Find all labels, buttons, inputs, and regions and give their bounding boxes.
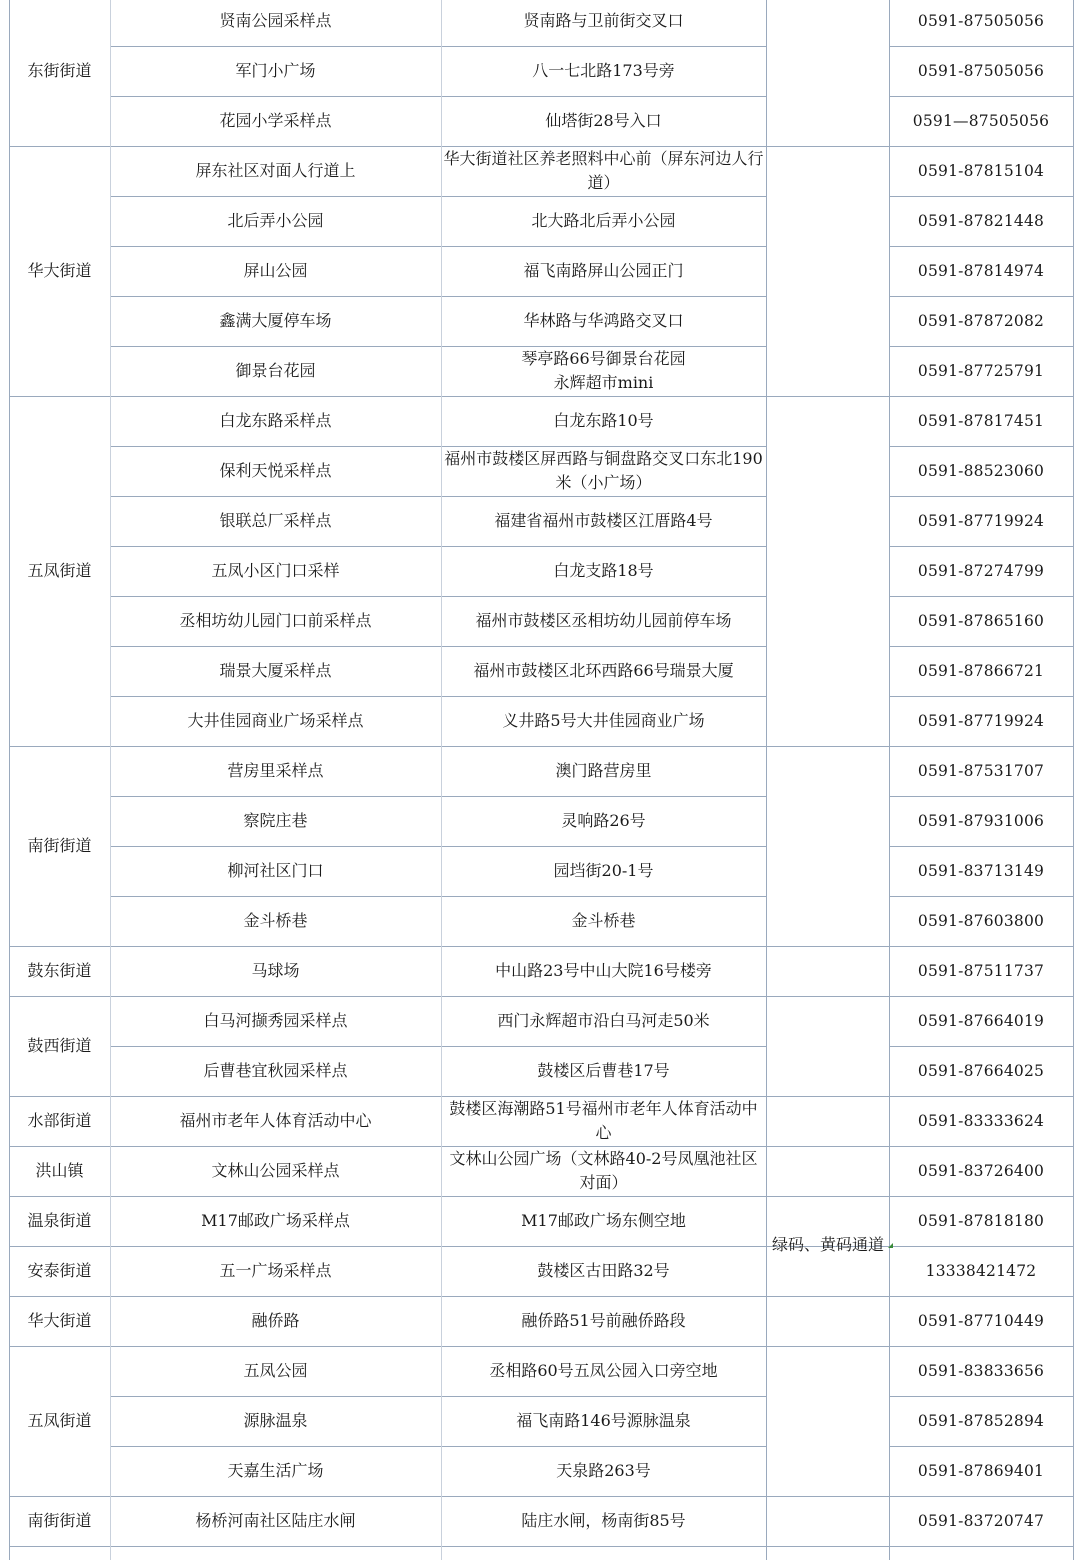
row-border bbox=[889, 496, 1073, 497]
row-border bbox=[110, 1046, 766, 1047]
column-border bbox=[441, 0, 442, 1560]
column-border bbox=[1073, 0, 1074, 1560]
phone-cell: 0591-87814974 bbox=[917, 262, 1045, 280]
street-name-cell: 洪山镇 bbox=[35, 1161, 84, 1180]
phone-cell: 0591-87815104 bbox=[917, 162, 1045, 180]
site-name-cell: 御景台花园 bbox=[235, 361, 316, 380]
row-border bbox=[889, 196, 1073, 197]
phone-cell: 0591-87710449 bbox=[917, 1312, 1045, 1330]
site-name-cell: 北后弄小公园 bbox=[227, 211, 324, 230]
channel-note: 绿码、黄码通道 bbox=[771, 1235, 884, 1254]
address-cell: 福飞南路146号源脉温泉 bbox=[516, 1411, 691, 1430]
phone-cell: 0591-83720747 bbox=[917, 1512, 1045, 1530]
row-border bbox=[110, 546, 766, 547]
column-border bbox=[110, 0, 111, 1560]
street-name-cell: 南街街道 bbox=[27, 836, 92, 855]
street-name-cell: 温泉街道 bbox=[27, 1211, 92, 1230]
phone-cell: 0591-87725791 bbox=[917, 362, 1045, 380]
address-cell: 丞相路60号五凤公园入口旁空地 bbox=[489, 1361, 718, 1380]
phone-cell: 0591-87664019 bbox=[917, 1012, 1045, 1030]
street-name-cell: 南街街道 bbox=[27, 1511, 92, 1530]
site-name-cell: 丞相坊幼儿园门口前采样点 bbox=[179, 611, 372, 630]
row-border bbox=[889, 696, 1073, 697]
row-border bbox=[110, 796, 766, 797]
row-border bbox=[889, 346, 1073, 347]
address-cell: 天泉路263号 bbox=[556, 1461, 651, 1480]
row-border bbox=[889, 596, 1073, 597]
site-name-cell: 大井佳园商业广场采样点 bbox=[187, 711, 364, 730]
row-border bbox=[110, 46, 766, 47]
phone-cell: 0591-87664025 bbox=[917, 1062, 1045, 1080]
row-border bbox=[889, 446, 1073, 447]
row-border bbox=[110, 1446, 766, 1447]
site-name-cell: 鑫满大厦停车场 bbox=[219, 311, 332, 330]
phone-cell: 0591-83333624 bbox=[917, 1112, 1045, 1130]
street-name-cell: 鼓东街道 bbox=[27, 961, 92, 980]
site-name-cell: 天嘉生活广场 bbox=[227, 1461, 324, 1480]
phone-cell: 0591—87505056 bbox=[912, 112, 1050, 130]
address-cell: 西门永辉超市沿白马河走50米 bbox=[497, 1011, 710, 1030]
phone-cell: 0591-87818180 bbox=[917, 1212, 1045, 1230]
row-border bbox=[889, 846, 1073, 847]
column-border bbox=[9, 0, 10, 1560]
site-name-cell: 营房里采样点 bbox=[227, 761, 324, 780]
row-border bbox=[889, 546, 1073, 547]
address-cell: 灵响路26号 bbox=[561, 811, 646, 830]
row-border bbox=[110, 696, 766, 697]
address-cell: 福州市鼓楼区屏西路与铜盘路交叉口东北190米（小广场） bbox=[444, 449, 763, 492]
phone-cell: 0591-87505056 bbox=[917, 12, 1045, 30]
address-cell: 融侨路51号前融侨路段 bbox=[521, 1311, 686, 1330]
address-cell: M17邮政广场东侧空地 bbox=[521, 1211, 686, 1230]
row-border bbox=[889, 1046, 1073, 1047]
site-name-cell: 福州市老年人体育活动中心 bbox=[179, 1111, 372, 1130]
phone-cell: 0591-87719924 bbox=[917, 712, 1045, 730]
phone-cell: 0591-87817451 bbox=[917, 412, 1045, 430]
phone-cell: 0591-87931006 bbox=[917, 812, 1045, 830]
row-border bbox=[889, 1396, 1073, 1397]
row-border bbox=[110, 496, 766, 497]
address-cell: 中山路23号中山大院16号楼旁 bbox=[495, 961, 712, 980]
row-border bbox=[110, 1396, 766, 1397]
address-cell: 贤南路与卫前街交叉口 bbox=[523, 11, 684, 30]
phone-cell: 0591-87511737 bbox=[917, 962, 1045, 980]
site-name-cell: 源脉温泉 bbox=[243, 1411, 308, 1430]
address-cell: 福州市鼓楼区丞相坊幼儿园前停车场 bbox=[475, 611, 732, 630]
site-name-cell: 花园小学采样点 bbox=[219, 111, 332, 130]
phone-cell: 0591-87872082 bbox=[917, 312, 1045, 330]
site-name-cell: 马球场 bbox=[251, 961, 300, 980]
address-cell: 北大路北后弄小公园 bbox=[531, 211, 676, 230]
site-name-cell: 后曹巷宜秋园采样点 bbox=[203, 1061, 348, 1080]
site-name-cell: 五凤公园 bbox=[243, 1361, 308, 1380]
row-border bbox=[110, 296, 766, 297]
address-cell: 福飞南路屏山公园正门 bbox=[523, 261, 684, 280]
row-border bbox=[110, 896, 766, 897]
address-cell: 仙塔街28号入口 bbox=[545, 111, 662, 130]
site-name-cell: 融侨路 bbox=[251, 1311, 300, 1330]
phone-cell: 0591-83713149 bbox=[917, 862, 1045, 880]
address-cell: 福建省福州市鼓楼区江厝路4号 bbox=[494, 511, 713, 530]
phone-cell: 0591-87852894 bbox=[917, 1412, 1045, 1430]
address-cell: 园垱街20-1号 bbox=[553, 861, 654, 880]
row-border bbox=[889, 1446, 1073, 1447]
site-name-cell: 金斗桥巷 bbox=[243, 911, 308, 930]
address-cell: 金斗桥巷 bbox=[571, 911, 636, 930]
address-cell: 鼓楼区海潮路51号福州市老年人体育活动中心 bbox=[449, 1099, 758, 1142]
address-cell: 华林路与华鸿路交叉口 bbox=[523, 311, 684, 330]
row-border bbox=[889, 46, 1073, 47]
column-border bbox=[766, 0, 767, 1560]
row-border bbox=[110, 846, 766, 847]
street-name-cell: 五凤街道 bbox=[27, 561, 92, 580]
address-cell: 陆庄水闸，杨南街85号 bbox=[521, 1511, 686, 1530]
street-name-cell: 五凤街道 bbox=[27, 1411, 92, 1430]
row-border bbox=[889, 646, 1073, 647]
row-border bbox=[110, 346, 766, 347]
site-name-cell: 银联总厂采样点 bbox=[219, 511, 332, 530]
site-name-cell: 白马河撷秀园采样点 bbox=[203, 1011, 348, 1030]
street-name-cell: 鼓西街道 bbox=[27, 1036, 92, 1055]
table-bottom-border bbox=[9, 1546, 1073, 1547]
site-name-cell: 白龙东路采样点 bbox=[219, 411, 332, 430]
address-cell: 福州市鼓楼区北环西路66号瑞景大厦 bbox=[473, 661, 734, 680]
address-cell: 八一七北路173号旁 bbox=[532, 61, 675, 80]
row-border bbox=[110, 246, 766, 247]
site-name-cell: 屏山公园 bbox=[243, 261, 308, 280]
row-border bbox=[889, 896, 1073, 897]
street-name-cell: 东街街道 bbox=[27, 61, 92, 80]
row-border bbox=[110, 596, 766, 597]
site-name-cell: 察院庄巷 bbox=[243, 811, 308, 830]
phone-cell: 13338421472 bbox=[925, 1262, 1037, 1280]
column-border bbox=[889, 0, 890, 1560]
cell-comment-marker bbox=[888, 1243, 893, 1248]
site-name-cell: 五凤小区门口采样 bbox=[211, 561, 340, 580]
site-name-cell: 瑞景大厦采样点 bbox=[219, 661, 332, 680]
site-name-cell: 屏东社区对面人行道上 bbox=[195, 161, 356, 180]
row-border bbox=[110, 196, 766, 197]
row-border bbox=[889, 96, 1073, 97]
phone-cell: 0591-87866721 bbox=[917, 662, 1045, 680]
street-name-cell: 华大街道 bbox=[27, 1311, 92, 1330]
phone-cell: 0591-87821448 bbox=[917, 212, 1045, 230]
address-cell: 文林山公园广场（文林路40-2号凤凰池社区对面） bbox=[449, 1149, 758, 1192]
row-border bbox=[889, 246, 1073, 247]
phone-cell: 0591-87505056 bbox=[917, 62, 1045, 80]
address-cell: 澳门路营房里 bbox=[555, 761, 652, 780]
phone-cell: 0591-87274799 bbox=[917, 562, 1045, 580]
phone-cell: 0591-88523060 bbox=[917, 462, 1045, 480]
row-border bbox=[110, 96, 766, 97]
site-name-cell: 文林山公园采样点 bbox=[211, 1161, 340, 1180]
address-cell: 鼓楼区古田路32号 bbox=[537, 1261, 670, 1280]
address-cell: 白龙东路10号 bbox=[553, 411, 654, 430]
site-name-cell: 贤南公园采样点 bbox=[219, 11, 332, 30]
address-cell: 义井路5号大井佳园商业广场 bbox=[502, 711, 705, 730]
site-name-cell: 五一广场采样点 bbox=[219, 1261, 332, 1280]
row-border bbox=[110, 446, 766, 447]
address-cell: 华大街道社区养老照料中心前（屏东河边人行道） bbox=[443, 149, 764, 192]
address-cell: 鼓楼区后曹巷17号 bbox=[537, 1061, 670, 1080]
phone-cell: 0591-87719924 bbox=[917, 512, 1045, 530]
address-cell: 白龙支路18号 bbox=[553, 561, 654, 580]
site-name-cell: 军门小广场 bbox=[235, 61, 316, 80]
row-border bbox=[889, 796, 1073, 797]
site-name-cell: 柳河社区门口 bbox=[227, 861, 324, 880]
site-name-cell: 杨桥河南社区陆庄水闸 bbox=[195, 1511, 356, 1530]
phone-cell: 0591-87603800 bbox=[917, 912, 1045, 930]
phone-cell: 0591-83833656 bbox=[917, 1362, 1045, 1380]
street-name-cell: 安泰街道 bbox=[27, 1261, 92, 1280]
site-name-cell: M17邮政广场采样点 bbox=[201, 1211, 350, 1230]
phone-cell: 0591-87869401 bbox=[917, 1462, 1045, 1480]
street-name-cell: 水部街道 bbox=[27, 1111, 92, 1130]
phone-cell: 0591-83726400 bbox=[917, 1162, 1045, 1180]
phone-cell: 0591-87531707 bbox=[917, 762, 1045, 780]
row-border bbox=[889, 296, 1073, 297]
street-name-cell: 华大街道 bbox=[27, 261, 92, 280]
phone-cell: 0591-87865160 bbox=[917, 612, 1045, 630]
address-cell: 琴亭路66号御景台花园 永辉超市mini bbox=[521, 349, 686, 392]
site-name-cell: 保利天悦采样点 bbox=[219, 461, 332, 480]
row-border bbox=[110, 646, 766, 647]
